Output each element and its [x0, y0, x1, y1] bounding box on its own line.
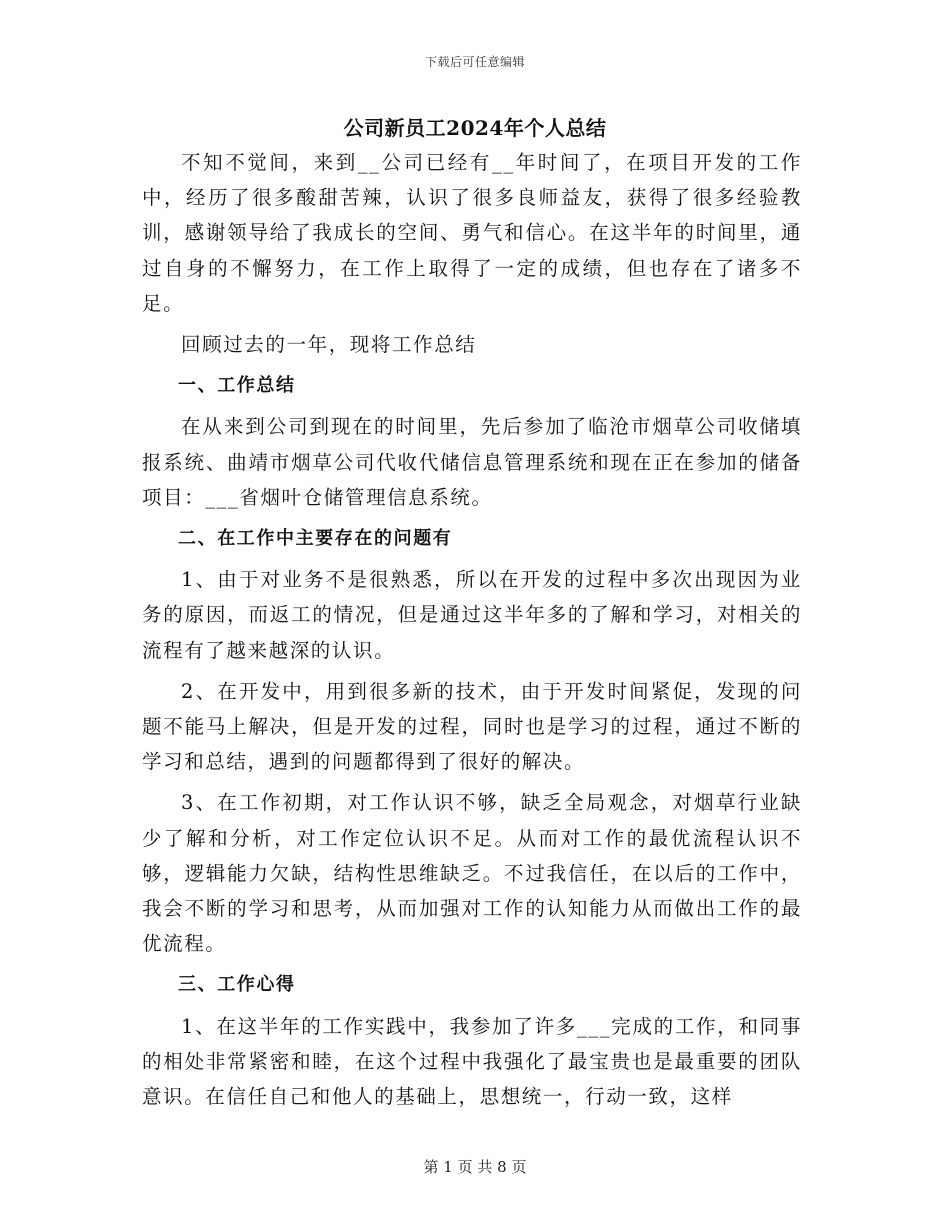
paragraph-problem-2: 2、在开发中，用到很多新的技术，由于开发时间紧促，发现的问题不能马上解决，但是开发的过程，同时也是学习的过程，通过不断的学习和总结，遇到的问题都得到了很好的解决。: [142, 679, 802, 774]
header-note: 下载后可任意编辑: [424, 55, 525, 69]
page-number: 第 1 页 共 8 页: [423, 1158, 527, 1176]
paragraph-problem-3: 3、在工作初期，对工作认识不够，缺乏全局观念，对烟草行业缺少了解和分析，对工作定位认识不足。从而对工作的最优流程认识不够，逻辑能力欠缺，结构性思维缺乏。不过我信任，在以后的工作中，我会不断的学习和思考，从而加强对工作的认知能力从而做出工作的最优流程。: [142, 791, 802, 956]
section-heading-problems: 二、在工作中主要存在的问题有: [178, 528, 453, 550]
section-heading-experience: 三、工作心得: [178, 974, 296, 996]
document-title: 公司新员工2024年个人总结: [343, 116, 607, 140]
paragraph-intro: 不知不觉间，来到__公司已经有__年时间了，在项目开发的工作中，经历了很多酸甜苦辣，认识了很多良师益友，获得了很多经验教训，感谢领导给了我成长的空间、勇气和信心。在这半年的时间里，通过自身的不懈努力，在工作上取得了一定的成绩，但也存在了诸多不足。: [142, 151, 802, 315]
paragraph-projects: 在从来到公司到现在的时间里，先后参加了临沧市烟草公司收储填报系统、曲靖市烟草公司代收代储信息管理系统和现在正在参加的储备项目：___省烟叶仓储管理信息系统。: [142, 415, 802, 509]
paragraph-problem-1: 1、由于对业务不是很熟悉，所以在开发的过程中多次出现因为业务的原因，而返工的情况，但是通过这半年多的了解和学习，对相关的流程有了越来越深的认识。: [142, 568, 802, 662]
section-heading-work-summary: 一、工作总结: [178, 375, 296, 397]
document-body: [142, 145, 802, 1120]
paragraph-review: 回顾过去的一年，现将工作总结: [181, 333, 477, 357]
paragraph-experience-1: 1、在这半年的工作实践中，我参加了许多___完成的工作，和同事的相处非常紧密和睦，在这个过程中我强化了最宝贵也是最重要的团队意识。在信任自己和他人的基础上，思想统一，行动一致，这样: [142, 1014, 802, 1109]
